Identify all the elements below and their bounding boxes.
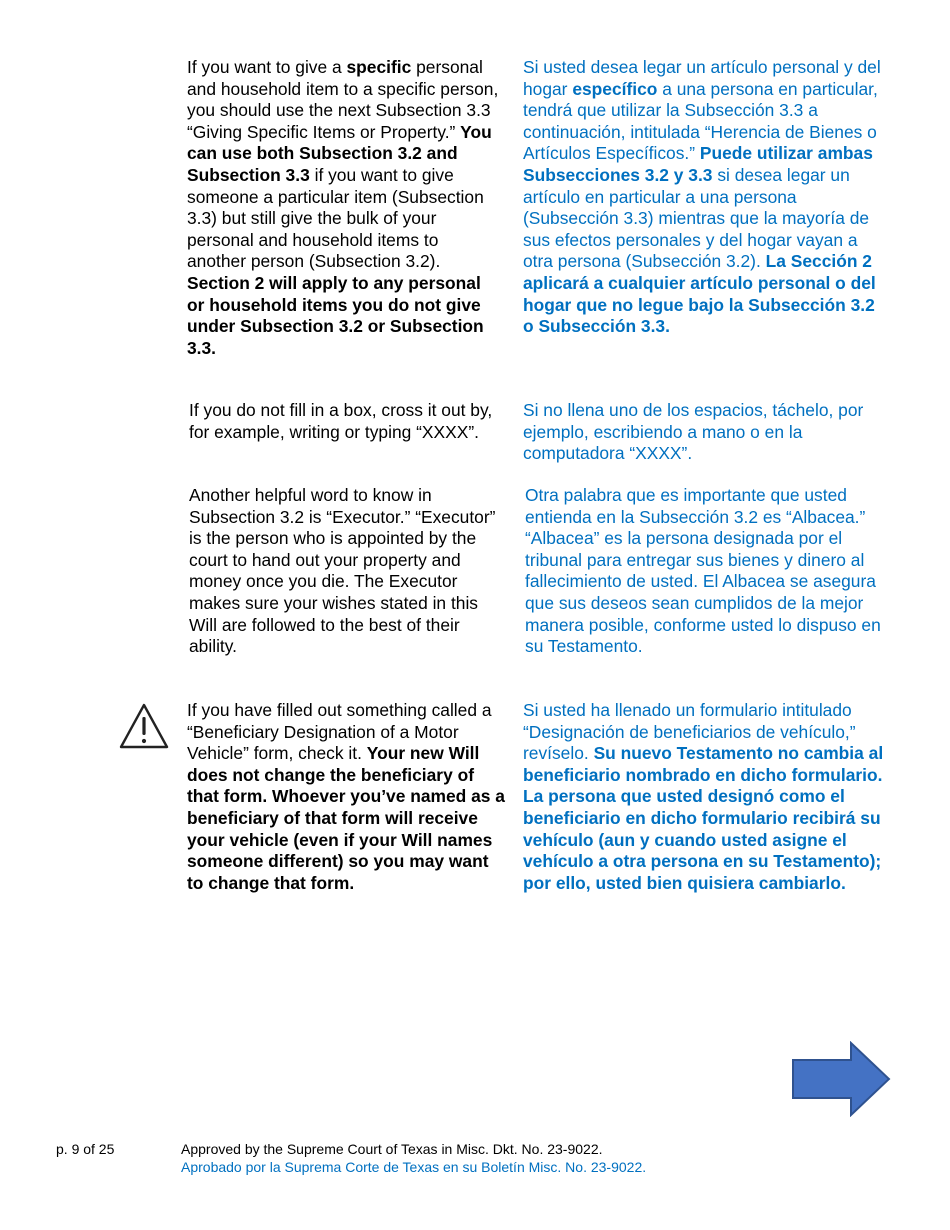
bold-run: Your new Will does not change the beneficiary of that form. Whoever you’ve named as a beneficiary of that form will receive your vehicle (even if your Will names someone different) so you may want to change that form. [187,743,505,893]
section-3-english-text [189,485,501,658]
section-1-english [187,57,499,359]
bold-run: specific [346,57,412,77]
section-2-spanish [523,400,868,465]
section-1-spanish [523,57,885,338]
approval-english: Approved by the Supreme Court of Texas in Misc. Dkt. No. 23-9022. [181,1141,603,1157]
text-run: si desea legar un artículo en particular a una persona (Subsección 3.3) mientras que la mayoría de sus efectos personales y del hogar vayan a otra persona (Subsección 3.2). [523,164,870,272]
text-run: Another helpful word to know in Subsection 3.2 is “Executor.” “Executor” is the person who is appointed by the court to hand out your property and money once you die. The Executor makes sure your wishes stated in this Will are followed to the best of their ability. [189,485,496,657]
text-run: If you want to give a [187,57,347,77]
section-4-english-text [187,700,507,894]
bold-run: You can use both Subsection 3.2 and Subsection 3.3 [187,121,492,185]
section-1-english-text [187,57,499,359]
section-2-english [189,400,494,443]
section-4-english [187,700,507,894]
text-run: Si no llena uno de los espacios, táchelo, por ejemplo, escribiendo a mano o en la computadora “XXXX”. [523,400,864,464]
section-2-spanish-text [523,400,868,465]
text-run: personal and household item to a specific person, you should use the next Subsection 3.3 “Giving Specific Items or Property.” [187,57,499,142]
bold-run: Section 2 will apply to any personal or household items you do not give under Subsection 3.2 or Subsection 3.3. [187,272,484,358]
bold-run: La Sección 2 aplicará a cualquier artículo personal o del hogar que no legue bajo la Subsección 3.2 o Subsección 3.3. [523,251,876,337]
page-number: p. 9 of 25 [56,1141,115,1157]
bold-run: específico [572,78,658,99]
text-run: Si usted ha llenado un formulario intitulado “Designación de beneficiarios de vehículo,” revíselo. [523,700,856,764]
approval-spanish: Aprobado por la Suprema Corte de Texas en su Boletín Misc. No. 23-9022. [181,1159,647,1175]
text-run: a una persona en particular, tendrá que utilizar la Subsección 3.3 a continuación, intitulada “Herencia de Bienes o Artículos Específicos.” [523,78,878,164]
section-3-spanish [525,485,885,658]
text-run: If you do not fill in a box, cross it out by, for example, writing or typing “XXXX”. [189,400,493,442]
bold-run: Su nuevo Testamento no cambia al beneficiario nombrado en dicho formulario. La persona que usted designó como el beneficiario en dicho formulario recibirá su vehículo (aun y cuando usted asigne el vehículo a otra persona en su Testamento); por ello, usted bien quisiera cambiarlo. [523,743,884,893]
section-3-english [189,485,501,658]
bold-run: Puede utilizar ambas Subsecciones 3.2 y 3.3 [523,143,873,185]
text-run: Otra palabra que es importante que usted entienda en la Subsección 3.2 es “Albacea.” “Albacea” es la persona designada por el tribunal para entregar sus bienes y dinero al fallecimiento de usted. El Albacea se asegura que sus deseos sean cumplidos de la mejor manera posible, conforme usted lo dispuso en su Testamento. [525,485,881,657]
warning-icon [118,702,170,750]
text-run: if you want to give someone a particular item (Subsection 3.3) but still give the bulk of your personal and household items to another person (Subsection 3.2). [187,164,484,272]
next-page-arrow-icon[interactable] [791,1041,892,1117]
section-1-spanish-text [523,57,885,338]
section-2-english-text [189,400,494,443]
section-4-spanish [523,700,885,894]
section-3-spanish-text [525,485,885,658]
text-run: If you have filled out something called a “Beneficiary Designation of a Motor Vehicle” form, check it. [187,700,492,764]
text-run: Si usted desea legar un artículo personal y del hogar [523,57,881,99]
section-4-spanish-text [523,700,885,894]
